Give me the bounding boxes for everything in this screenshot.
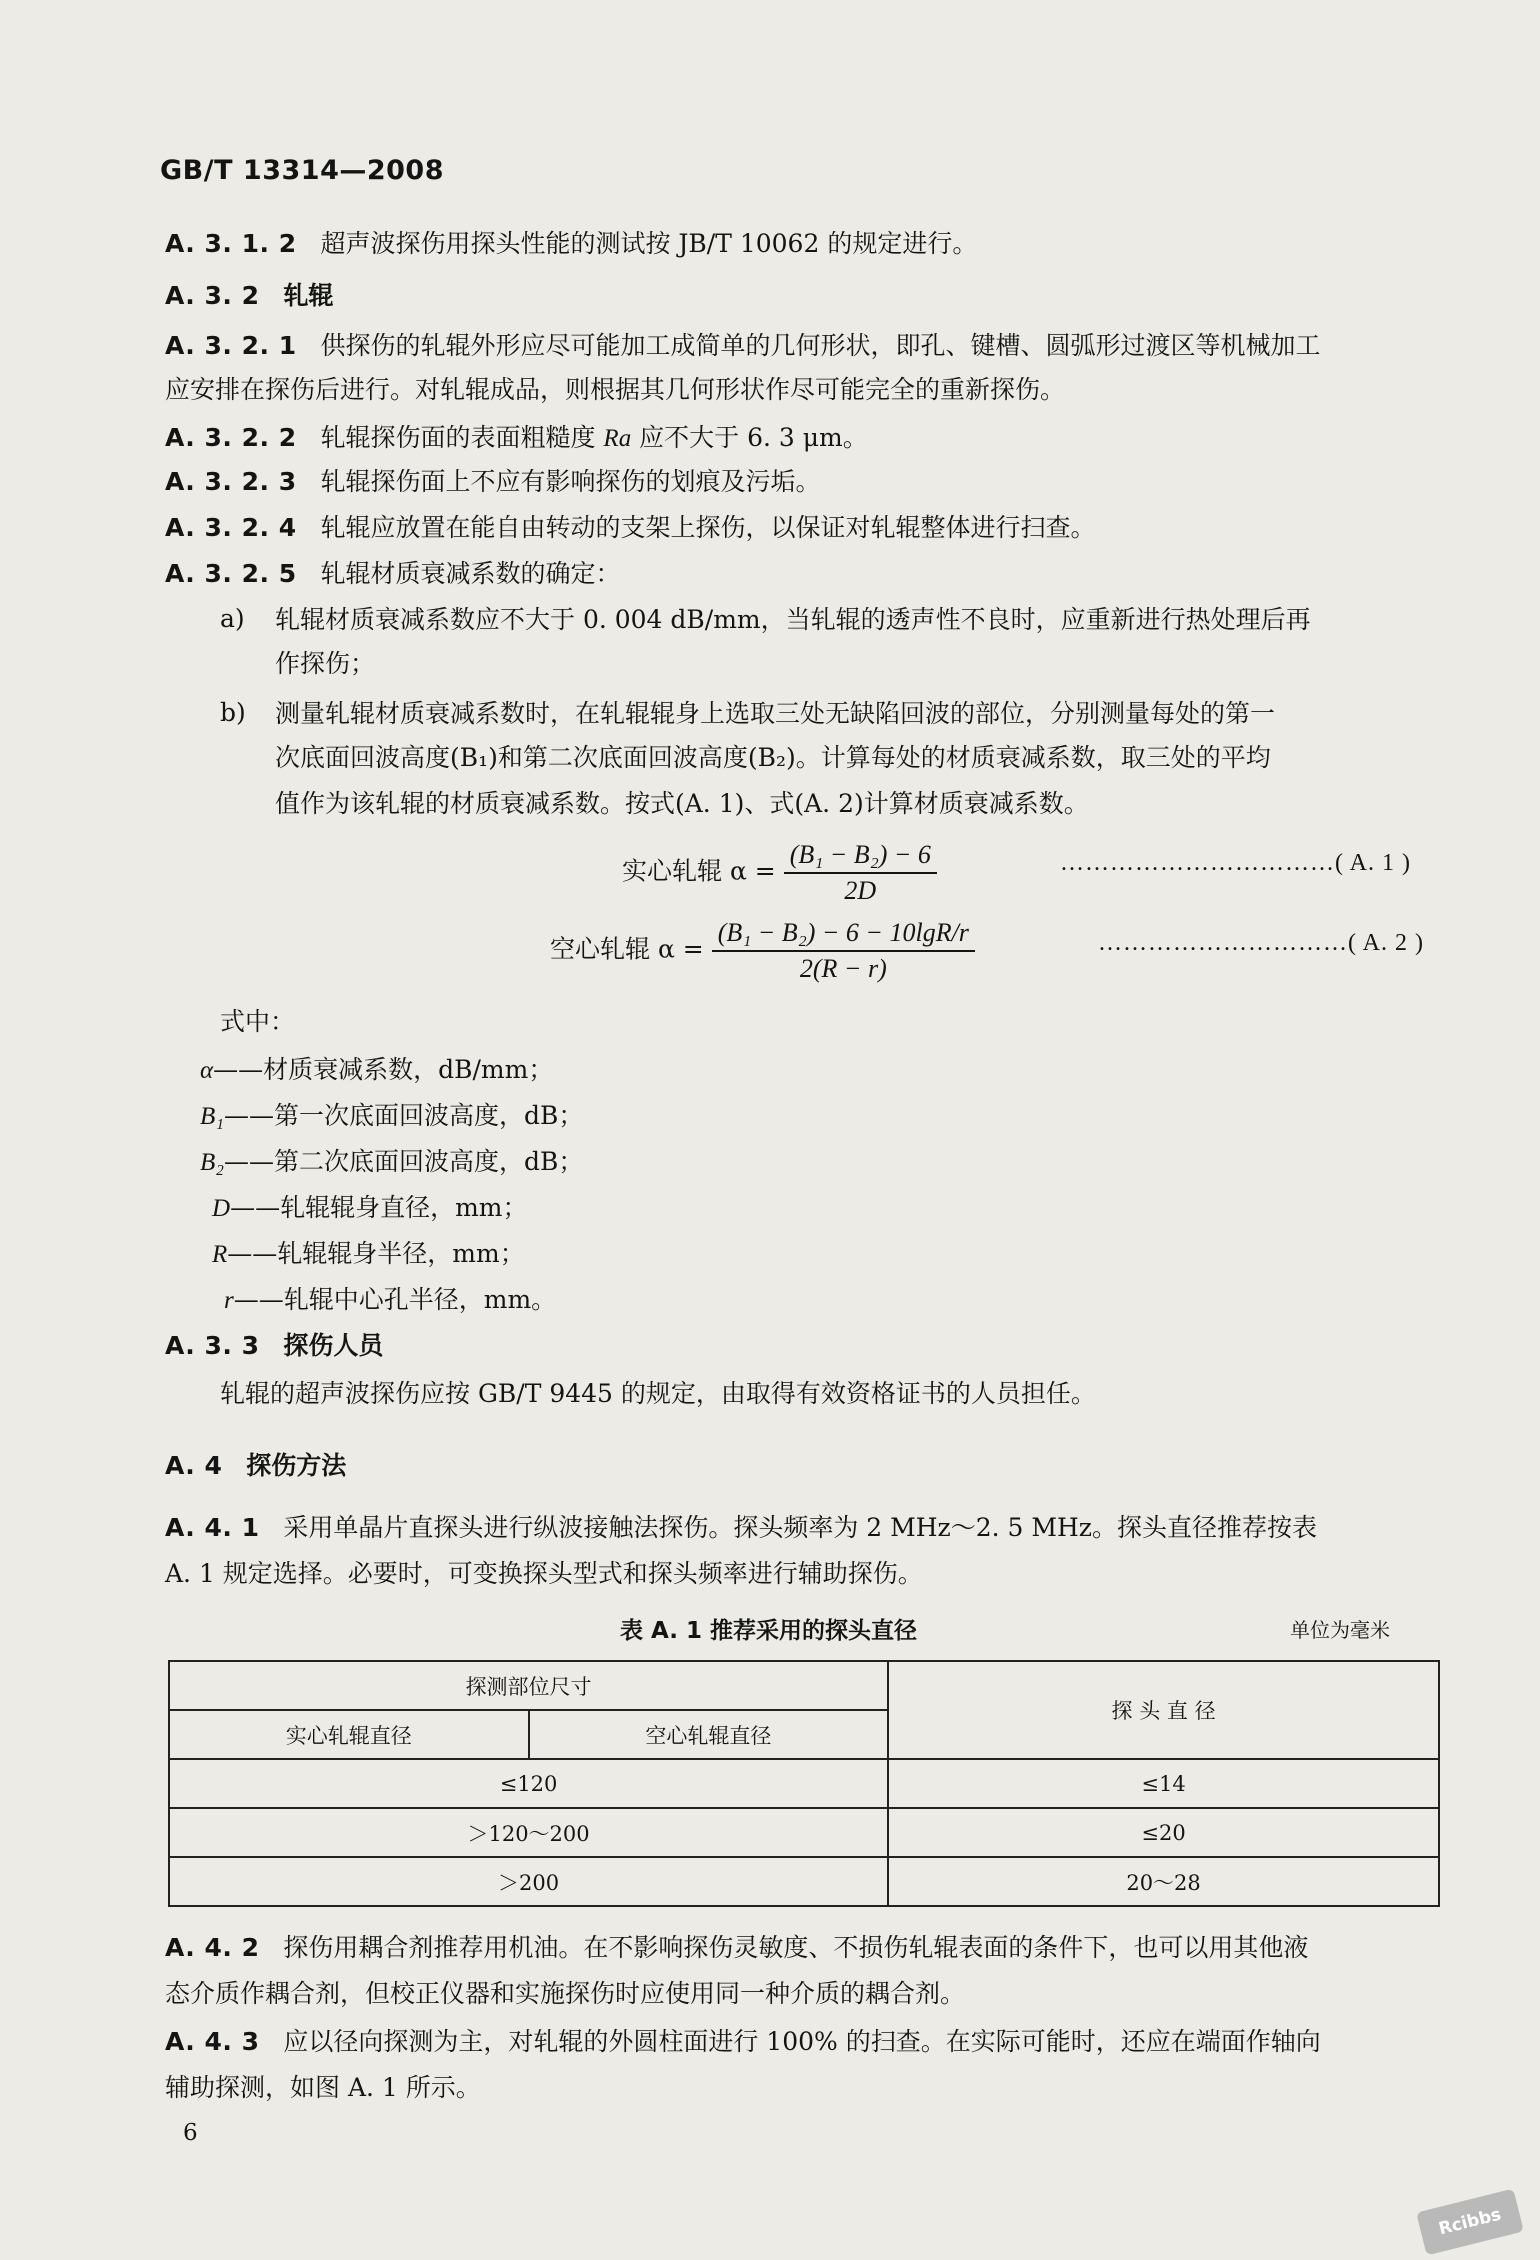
formula-a1	[622, 838, 937, 908]
list-item-a-line1: 轧辊材质衰减系数应不大于 0. 004 dB/mm，当轧辊的透声性不良时，应重新进行热处理后再	[275, 605, 1311, 634]
clause-a3-2-5	[165, 558, 1440, 590]
table-caption: 表 A. 1 推荐采用的探头直径	[620, 1618, 917, 1644]
symbol: D	[212, 1195, 231, 1222]
section-a3-3-text: 轧辊的超声波探伤应按 GB/T 9445 的规定，由取得有效资格证书的人员担任。	[220, 1379, 1096, 1408]
symbol: r	[224, 1287, 234, 1314]
clause-a3-2-4	[165, 512, 1440, 544]
table-col-solid-diameter: 实心轧辊直径	[169, 1710, 529, 1759]
clause-number: A. 3. 2. 5	[165, 559, 297, 588]
symbol-b1	[200, 1096, 583, 1132]
standard-code-header: GB/T 13314—2008	[160, 155, 444, 186]
symbol-desc: ——材质衰减系数，dB/mm；	[213, 1055, 554, 1084]
table-cell-probe: 20～28	[888, 1857, 1439, 1906]
section-a3-3	[165, 1330, 1440, 1362]
table-cell-probe: ≤20	[888, 1808, 1439, 1857]
clause-text: 轧辊探伤面的表面粗糙度	[320, 423, 596, 452]
table-row	[169, 1808, 1439, 1857]
table-col-probe-diameter: 探 头 直 径	[888, 1661, 1439, 1759]
clause-number: A. 3. 2. 3	[165, 467, 297, 496]
symbol-desc: ——轧辊辊身直径，mm；	[230, 1193, 528, 1222]
clause-a4-1	[165, 1512, 1440, 1544]
formula-a2-leader	[1098, 930, 1424, 957]
table-group-header: 探测部位尺寸	[169, 1661, 888, 1710]
clause-text-b: 应不大于 6. 3 μm。	[639, 423, 868, 452]
section-a3-2	[165, 280, 1440, 312]
clause-a4-1-cont: A. 1 规定选择。必要时，可变换探头型式和探头频率进行辅助探伤。	[165, 1559, 923, 1588]
section-number: A. 3. 3	[165, 1331, 260, 1360]
formula-numerator: (B₁ − B₂) − 6	[784, 838, 937, 874]
list-label-b: b)	[220, 698, 246, 727]
clause-text: 供探伤的轧辊外形应尽可能加工成简单的几何形状，即孔、键槽、圆弧形过渡区等机械加工	[320, 331, 1321, 360]
clause-text: 采用单晶片直探头进行纵波接触法探伤。探头频率为 2 MHz～2. 5 MHz。探头直径推荐按表	[283, 1513, 1317, 1542]
symbol-d	[212, 1188, 527, 1224]
symbol-desc: ——轧辊中心孔半径，mm。	[233, 1285, 557, 1314]
formula-fraction	[712, 916, 975, 986]
symbol: B₂	[200, 1149, 224, 1176]
table-col-hollow-diameter: 空心轧辊直径	[529, 1710, 889, 1759]
clause-text: 轧辊材质衰减系数的确定：	[320, 559, 621, 588]
symbol-alpha	[200, 1050, 553, 1086]
formula-lhs: 空心轧辊 α =	[550, 934, 704, 964]
table-row	[169, 1857, 1439, 1906]
clause-a4-2	[165, 1932, 1440, 1964]
leader-dots: …………………………	[1098, 930, 1348, 956]
clause-a4-2-cont: 态介质作耦合剂，但校正仪器和实施探伤时应使用同一种介质的耦合剂。	[165, 1979, 966, 2008]
table-cell-probe: ≤14	[888, 1759, 1439, 1808]
symbol-desc: ——轧辊辊身半径，mm；	[227, 1239, 525, 1268]
probe-diameter-table	[168, 1660, 1440, 1907]
formula-denominator: 2D	[844, 876, 877, 905]
clause-text: 轧辊探伤面上不应有影响探伤的划痕及污垢。	[320, 467, 821, 496]
clause-number: A. 4. 3	[165, 2027, 260, 2056]
formula-fraction	[784, 838, 937, 908]
table-cell-size: ≤120	[169, 1759, 888, 1808]
clause-text: 轧辊应放置在能自由转动的支架上探伤，以保证对轧辊整体进行扫查。	[320, 513, 1096, 542]
section-number: A. 4	[165, 1451, 223, 1480]
list-item-b-line3: 值作为该轧辊的材质衰减系数。按式(A. 1)、式(A. 2)计算材质衰减系数。	[275, 789, 1089, 818]
symbol: α	[200, 1057, 214, 1084]
clause-number: A. 3. 1. 2	[165, 229, 297, 258]
symbol-desc: ——第一次底面回波高度，dB；	[223, 1101, 584, 1130]
where-label: 式中：	[220, 1007, 296, 1036]
symbol-b2	[200, 1142, 583, 1178]
symbol: B₁	[200, 1103, 224, 1130]
table-cell-size: ＞120～200	[169, 1808, 888, 1857]
section-title: 轧辊	[283, 281, 334, 310]
clause-number: A. 3. 2. 2	[165, 423, 297, 452]
list-item-a-line2: 作探伤；	[275, 649, 376, 678]
clause-text: 应以径向探测为主，对轧辊的外圆柱面进行 100% 的扫查。在实际可能时，还应在端面作轴向	[283, 2027, 1321, 2056]
symbol-r-upper	[212, 1234, 525, 1270]
table-cell-size: ＞200	[169, 1857, 888, 1906]
equation-tag: ( A. 1 )	[1335, 850, 1411, 876]
formula-a1-leader	[1060, 850, 1411, 877]
roughness-symbol: Ra	[603, 425, 632, 452]
table-row	[169, 1759, 1439, 1808]
clause-a3-2-2	[165, 422, 1440, 455]
table-header-row	[169, 1661, 1439, 1710]
symbol-r-lower	[224, 1280, 556, 1316]
clause-number: A. 3. 2. 1	[165, 331, 297, 360]
clause-number: A. 4. 1	[165, 1513, 260, 1542]
formula-denominator: 2(R − r)	[799, 954, 887, 983]
section-number: A. 3. 2	[165, 281, 260, 310]
table-unit: 单位为毫米	[1290, 1618, 1390, 1642]
clause-a3-1-2	[165, 228, 1440, 260]
formula-a2	[550, 916, 975, 986]
formula-numerator: (B₁ − B₂) − 6 − 10lgR/r	[712, 916, 975, 952]
clause-number: A. 4. 2	[165, 1933, 260, 1962]
section-title: 探伤人员	[283, 1331, 384, 1360]
watermark-stamp: Rcibbs	[1416, 2189, 1524, 2256]
leader-dots: ……………………………	[1060, 850, 1335, 876]
formula-lhs: 实心轧辊 α =	[622, 856, 776, 886]
clause-text: 探伤用耦合剂推荐用机油。在不影响探伤灵敏度、不损伤轧辊表面的条件下，也可以用其他液	[283, 1933, 1309, 1962]
equation-tag: ( A. 2 )	[1348, 930, 1424, 956]
clause-number: A. 3. 2. 4	[165, 513, 297, 542]
section-a4	[165, 1450, 1440, 1482]
clause-a3-2-1-cont: 应安排在探伤后进行。对轧辊成品，则根据其几何形状作尽可能完全的重新探伤。	[165, 375, 1066, 404]
symbol-desc: ——第二次底面回波高度，dB；	[223, 1147, 584, 1176]
list-item-b-line2: 次底面回波高度(B₁)和第二次底面回波高度(B₂)。计算每处的材质衰减系数，取三处的平均	[275, 743, 1271, 772]
list-label-a: a)	[220, 604, 245, 633]
symbol: R	[212, 1241, 228, 1268]
clause-a3-2-3	[165, 466, 1440, 498]
clause-a3-2-1	[165, 330, 1440, 362]
clause-a4-3-cont: 辅助探测，如图 A. 1 所示。	[165, 2073, 481, 2102]
list-item-b-line1: 测量轧辊材质衰减系数时，在轧辊辊身上选取三处无缺陷回波的部位，分别测量每处的第一	[275, 699, 1276, 728]
clause-a4-3	[165, 2026, 1440, 2058]
section-title: 探伤方法	[246, 1451, 347, 1480]
page-number: 6	[183, 2120, 198, 2146]
clause-text: 超声波探伤用探头性能的测试按 JB/T 10062 的规定进行。	[320, 229, 978, 258]
